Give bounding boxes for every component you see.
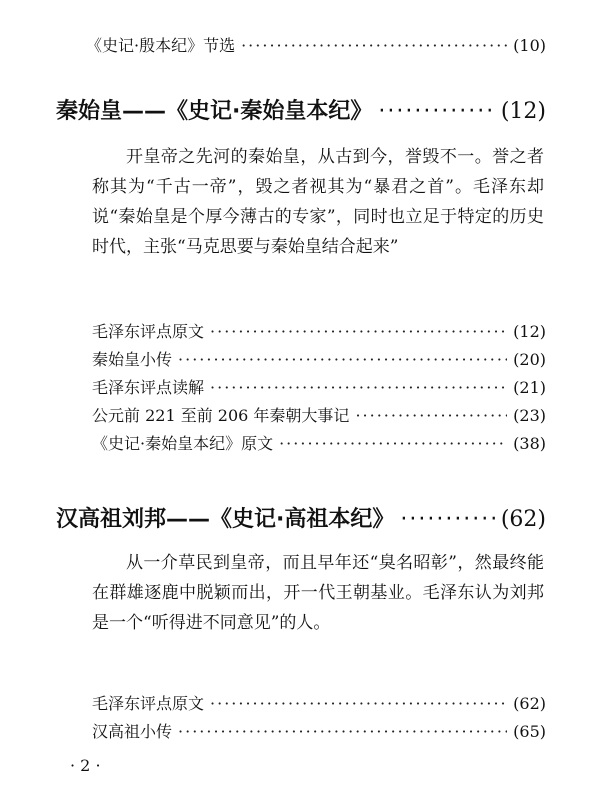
chapter-heading-qin-shihuang[interactable] [56, 98, 546, 126]
leader-dots [378, 98, 494, 126]
toc-entry-page: (65) [513, 722, 546, 741]
toc-entry-label: 毛泽东评点原文 [92, 694, 205, 713]
leader-dots [210, 378, 507, 398]
toc-entry[interactable] [92, 350, 546, 370]
leader-dots [400, 506, 494, 534]
toc-entry-page: (62) [513, 694, 546, 713]
leader-dots [355, 406, 507, 426]
leader-dots [210, 322, 507, 342]
toc-entry-label: 《史记·秦始皇本纪》原文 [92, 434, 274, 453]
toc-entry[interactable] [92, 406, 546, 426]
leader-dots [178, 350, 507, 370]
toc-entry-page: (10) [513, 36, 546, 55]
toc-entry[interactable] [92, 322, 546, 342]
chapter-page: (12) [500, 99, 546, 124]
toc-entry-yin-benji[interactable] [86, 36, 546, 56]
chapter-page: (62) [500, 507, 546, 532]
chapter-heading-han-gaozu[interactable] [56, 506, 546, 534]
leader-dots [178, 722, 507, 742]
toc-entry[interactable] [92, 694, 546, 714]
toc-entry-label: 毛泽东评点原文 [92, 322, 205, 341]
leader-dots [210, 694, 507, 714]
toc-entry-label: 汉高祖小传 [92, 722, 173, 741]
toc-entry-page: (12) [513, 322, 546, 341]
toc-entry[interactable] [92, 434, 546, 454]
toc-entry-label: 公元前 221 至前 206 年秦朝大事记 [92, 406, 350, 425]
toc-entry-page: (38) [513, 434, 546, 453]
chapter-title: 秦始皇——《史记·秦始皇本纪》 [56, 99, 373, 124]
leader-dots [279, 434, 507, 454]
toc-entry-page: (21) [513, 378, 546, 397]
leader-dots [241, 36, 507, 56]
toc-entry-label: 毛泽东评点读解 [92, 378, 205, 397]
chapter-intro-han-gaozu: 从一介草民到皇帝，而且早年还“臭名昭彰”，然最终能在群雄逐鹿中脱颖而出，开一代王朝基业。毛泽东认为刘邦是一个“听得进不同意见”的人。 [92, 553, 544, 633]
toc-entry[interactable] [92, 722, 546, 742]
toc-entry-page: (23) [513, 406, 546, 425]
toc-entry-label: 秦始皇小传 [92, 350, 173, 369]
page-number: · 2 · [70, 756, 101, 775]
toc-entry[interactable] [92, 378, 546, 398]
chapter-title: 汉高祖刘邦——《史记·高祖本纪》 [56, 507, 395, 532]
chapter-intro-qin-shihuang: 开皇帝之先河的秦始皇，从古到今，誉毁不一。誉之者称其为“千古一帝”，毁之者视其为“暴君之首”。毛泽东却说“秦始皇是个厚今薄古的专家”，同时也立足于特定的历史时代，主张“马克思要与秦始皇结合起来” [92, 147, 544, 257]
toc-entry-label: 《史记·殷本纪》节选 [86, 36, 236, 55]
toc-entry-page: (20) [513, 350, 546, 369]
